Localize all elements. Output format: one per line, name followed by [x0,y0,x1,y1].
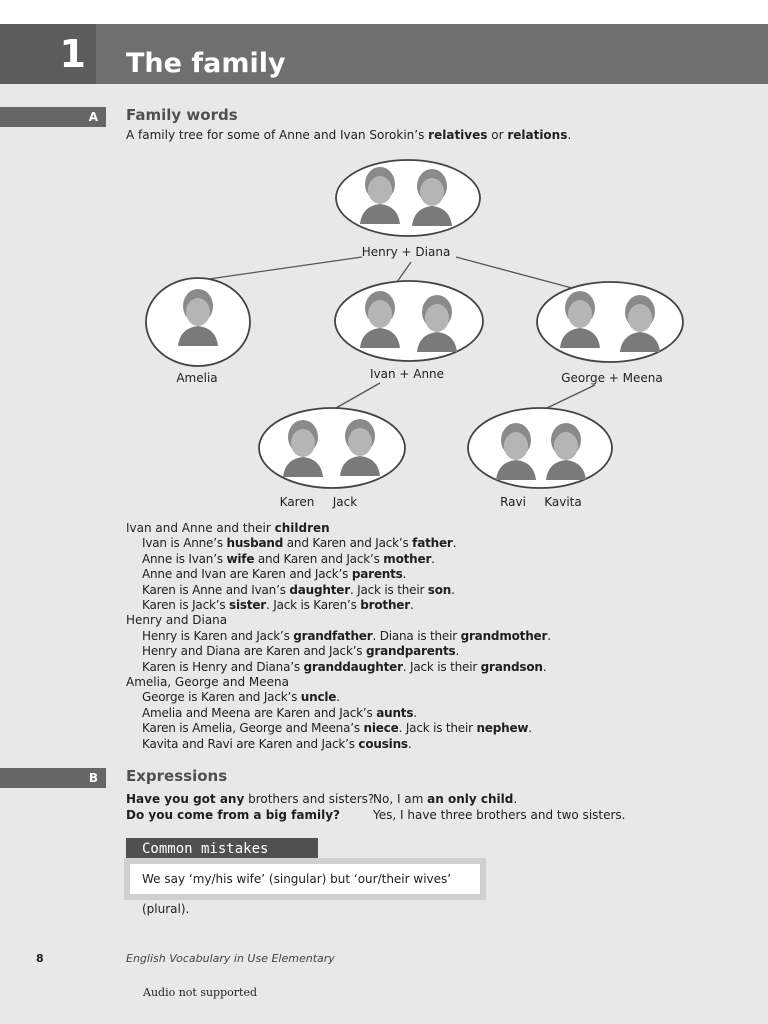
george-meena-portrait [537,282,683,362]
text-run: George is Karen and Jack’s [142,690,301,705]
family-relations-text [126,521,551,752]
keyword: an only child [427,792,514,806]
relation-sentence [126,536,551,551]
text-run: . [407,736,412,751]
text-run: . Jack is their [349,582,428,597]
keyword: grandfather [293,628,373,643]
common-mistakes-header: Common mistakes [126,838,318,860]
text-run: . [409,598,414,613]
keyword: father [412,536,453,551]
keyword: relatives [428,128,488,142]
keyword: grandson [480,659,543,674]
keyword: niece [363,721,399,736]
relation-sentence [126,644,551,659]
relation-sentence [126,660,551,675]
text-run: . [528,721,532,736]
keyword: children [274,521,330,535]
text-run: A family tree for some of Anne and Ivan Sorokin’s [126,128,429,142]
amelia-portrait [146,278,250,366]
keyword: husband [226,536,284,551]
relation-group-heading [126,521,551,536]
keyword: nephew [476,721,529,736]
relation-sentence [126,552,551,567]
relation-sentence [126,567,551,582]
expression-line [373,807,626,823]
text-run: Yes, I have three brothers and two sisters. [373,808,626,822]
unit-number: 1 [0,24,96,84]
ivan-anne-label: Ivan + Anne [369,367,445,381]
text-run: and Karen and Jack’s [283,536,413,551]
keyword: mother [383,551,432,566]
keyword: relations [507,128,568,142]
relation-sentence [126,737,551,752]
text-run: . [547,628,551,643]
henry-diana-label: Henry + Diana [361,245,451,259]
expression-line [373,791,626,807]
text-run: . Jack is Karen’s [266,598,361,613]
expression-line [126,807,374,823]
expression-line [126,791,374,807]
keyword: sister [229,598,267,613]
text-run: . [455,644,460,659]
keyword: grandmother [460,628,548,643]
keyword: aunts [376,705,414,720]
text-run: . [542,659,547,674]
text-run: Anne and Ivan are Karen and Jack’s [142,567,352,582]
text-run: . Jack is their [398,721,477,736]
relation-sentence [126,583,551,598]
audio-not-supported-note: Audio not supported [143,986,257,999]
text-run: . [452,536,457,551]
keyword: Do you come from a big family? [126,808,340,822]
text-run: Anne is Ivan’s [142,551,227,566]
expressions-answers [373,791,626,823]
text-run: Karen is Anne and Ivan’s [142,582,290,597]
text-run: brothers and sisters? [244,792,375,806]
relation-group-heading [126,675,551,690]
henry-diana-portrait [336,160,480,236]
text-run: . [451,582,455,597]
ivan-anne-portrait [335,281,483,361]
kavita-label: Kavita [544,495,582,509]
expressions-questions [126,791,374,823]
text-run: Amelia, George and Meena [126,675,289,690]
karen-jack-portrait [259,408,405,488]
keyword: cousins [358,736,408,751]
text-run: or [487,128,508,142]
text-run: . [336,690,340,705]
ravi-kavita-portrait [468,408,612,488]
keyword: Have you got any [126,792,245,806]
amelia-label: Amelia [176,371,218,385]
keyword: uncle [300,690,337,705]
text-run: Henry and Diana are Karen and Jack’s [142,644,366,659]
text-run: Ivan is Anne’s [142,536,227,551]
section-b-tab: B [0,768,106,788]
relation-sentence [126,706,551,721]
text-run: Karen is Amelia, George and Meena’s [142,721,364,736]
text-run: . Jack is their [402,659,481,674]
keyword: parents [351,567,403,582]
text-run: . [402,567,407,582]
keyword: grandparents [365,644,456,659]
relation-group-heading [126,613,551,628]
text-run: Amelia and Meena are Karen and Jack’s [142,705,377,720]
text-run: . [413,705,417,720]
page-number: 8 [36,952,44,965]
section-a-title: Family words [126,106,238,124]
text-run: . [431,551,435,566]
text-run: Henry is Karen and Jack’s [142,628,294,643]
keyword: brother [360,598,410,613]
book-title: English Vocabulary in Use Elementary [126,952,335,965]
george-meena-label: George + Meena [561,371,663,385]
text-run: . [513,792,518,806]
section-a-tab: A [0,107,106,127]
text-run: Karen is Jack’s [142,598,230,613]
relation-sentence [126,629,551,644]
text-run: Karen is Henry and Diana’s [142,659,304,674]
keyword: granddaughter [303,659,403,674]
unit-title: The family [126,48,286,79]
relation-sentence [126,721,551,736]
relation-sentence [126,690,551,705]
keyword: daughter [289,582,350,597]
section-b-title: Expressions [126,767,228,785]
text-run: Kavita and Ravi are Karen and Jack’s [142,736,359,751]
text-run: Ivan and Anne and their [126,521,275,535]
karen-label: Karen [279,495,315,509]
text-run: No, I am [373,792,428,806]
text-run: . Diana is their [372,628,461,643]
common-mistakes-text: We say ‘my/his wife’ (singular) but ‘our/their wives’ (plural). [130,864,480,894]
keyword: wife [226,551,255,566]
text-run: and Karen and Jack’s [254,551,384,566]
text-run: . [567,128,572,142]
ravi-label: Ravi [500,495,526,509]
keyword: son [427,582,452,597]
jack-label: Jack [332,495,358,509]
text-run: Henry and Diana [126,613,228,628]
relation-sentence [126,598,551,613]
